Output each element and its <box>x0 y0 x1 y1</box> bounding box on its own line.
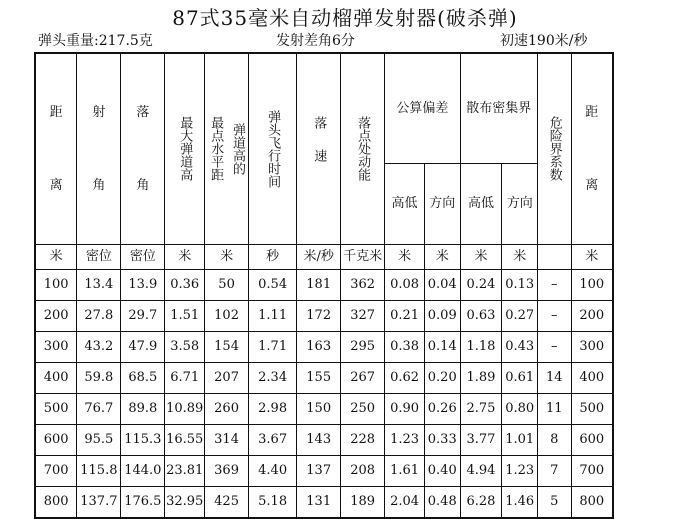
table-cell: 0.40 <box>424 455 460 486</box>
table-cell: 208 <box>341 455 385 486</box>
table-cell: 76.7 <box>77 393 121 424</box>
table-cell: 100 <box>571 269 613 300</box>
unit-row <box>35 244 613 269</box>
unit-cell: 米 <box>35 244 77 269</box>
table-cell: 144.0 <box>121 455 165 486</box>
table-cell: 2.75 <box>460 393 502 424</box>
table-cell: 1.71 <box>249 331 297 362</box>
table-cell: 200 <box>35 300 77 331</box>
table-cell: 13.4 <box>77 269 121 300</box>
table-cell: 176.5 <box>121 486 165 518</box>
table-cell: 1.11 <box>249 300 297 331</box>
table-cell: 0.33 <box>424 424 460 455</box>
table-cell: 1.23 <box>385 424 425 455</box>
table-cell: 3.58 <box>165 331 205 362</box>
unit-cell: 米 <box>571 244 613 269</box>
pe-dir-header: 方向 <box>424 163 460 244</box>
table-cell: 154 <box>205 331 249 362</box>
table-cell: 6.71 <box>165 362 205 393</box>
unit-cell: 米 <box>460 244 502 269</box>
table-row <box>35 393 613 424</box>
unit-cell: 千克米 <box>341 244 385 269</box>
table-cell: 0.90 <box>385 393 425 424</box>
col-danger-factor-header: 危险界系数 <box>538 53 572 244</box>
probable-error-group-header: 公算偏差 <box>385 53 460 163</box>
table-cell: 47.9 <box>121 331 165 362</box>
table-cell: 172 <box>297 300 341 331</box>
table-cell: 137.7 <box>77 486 121 518</box>
unit-cell: 密位 <box>121 244 165 269</box>
unit-cell: 密位 <box>77 244 121 269</box>
table-body <box>35 269 613 518</box>
dispersion-group-header: 散布密集界 <box>460 53 537 163</box>
table-cell: 0.09 <box>424 300 460 331</box>
table-cell: 59.8 <box>77 362 121 393</box>
table-cell: 207 <box>205 362 249 393</box>
firing-table <box>34 52 614 519</box>
table-cell: 100 <box>35 269 77 300</box>
table-cell: 0.61 <box>502 362 538 393</box>
unit-cell: 秒 <box>249 244 297 269</box>
table-cell: 189 <box>341 486 385 518</box>
table-cell: 50 <box>205 269 249 300</box>
table-cell: 1.46 <box>502 486 538 518</box>
table-cell: 250 <box>341 393 385 424</box>
table-cell: 2.34 <box>249 362 297 393</box>
table-cell: 295 <box>341 331 385 362</box>
disp-dir-header: 方向 <box>502 163 538 244</box>
table-cell: 0.08 <box>385 269 425 300</box>
table-cell: 0.20 <box>424 362 460 393</box>
projectile-weight: 弹头重量:217.5克 <box>38 33 153 49</box>
table-row <box>35 424 613 455</box>
table-cell: 115.8 <box>77 455 121 486</box>
table-cell: 369 <box>205 455 249 486</box>
table-cell: 700 <box>35 455 77 486</box>
table-cell: 0.36 <box>165 269 205 300</box>
table-cell: 700 <box>571 455 613 486</box>
table-cell: 0.43 <box>502 331 538 362</box>
table-cell: 267 <box>341 362 385 393</box>
table-cell: 500 <box>35 393 77 424</box>
table-cell: 1.23 <box>502 455 538 486</box>
col-distance-header: 距 离 <box>35 53 77 244</box>
table-cell: 0.21 <box>385 300 425 331</box>
table-cell: 0.62 <box>385 362 425 393</box>
table-cell: 2.04 <box>385 486 425 518</box>
col-impact-angle-header: 落 角 <box>121 53 165 244</box>
table-cell: 102 <box>205 300 249 331</box>
table-cell: – <box>538 269 572 300</box>
table-row <box>35 331 613 362</box>
table-cell: 1.61 <box>385 455 425 486</box>
table-cell: 68.5 <box>121 362 165 393</box>
col-impact-energy-header: 落点处动能 <box>341 53 385 244</box>
table-cell: 131 <box>297 486 341 518</box>
table-cell: 1.51 <box>165 300 205 331</box>
table-cell: 143 <box>297 424 341 455</box>
table-cell: 4.94 <box>460 455 502 486</box>
table-cell: 800 <box>35 486 77 518</box>
table-cell: 228 <box>341 424 385 455</box>
table-cell: 327 <box>341 300 385 331</box>
table-cell: 89.8 <box>121 393 165 424</box>
header-row <box>35 53 613 163</box>
table-row <box>35 455 613 486</box>
table-cell: 27.8 <box>77 300 121 331</box>
table-cell: 300 <box>571 331 613 362</box>
table-row <box>35 362 613 393</box>
table-cell: 32.95 <box>165 486 205 518</box>
table-cell: 0.26 <box>424 393 460 424</box>
table-cell: 500 <box>571 393 613 424</box>
col-elevation-header: 射 角 <box>77 53 121 244</box>
table-cell: 155 <box>297 362 341 393</box>
table-cell: 11 <box>538 393 572 424</box>
table-cell: 0.27 <box>502 300 538 331</box>
table-cell: 200 <box>571 300 613 331</box>
unit-cell: 米/秒 <box>297 244 341 269</box>
col-max-ordinate-header: 最大弹道高 <box>165 53 205 244</box>
table-cell: 163 <box>297 331 341 362</box>
table-cell: 0.24 <box>460 269 502 300</box>
table-cell: 115.3 <box>121 424 165 455</box>
unit-cell: 米 <box>385 244 425 269</box>
table-cell: 150 <box>297 393 341 424</box>
unit-cell: 米 <box>502 244 538 269</box>
table-cell: 5 <box>538 486 572 518</box>
table-cell: 0.38 <box>385 331 425 362</box>
table-cell: 0.13 <box>502 269 538 300</box>
table-cell: 1.01 <box>502 424 538 455</box>
table-cell: 181 <box>297 269 341 300</box>
table-cell: 95.5 <box>77 424 121 455</box>
table-cell: 137 <box>297 455 341 486</box>
table-cell: 3.77 <box>460 424 502 455</box>
pe-high-header: 高低 <box>385 163 425 244</box>
table-cell: 43.2 <box>77 331 121 362</box>
table-cell: 8 <box>538 424 572 455</box>
col-impact-velocity-header: 落速 <box>297 53 341 244</box>
table-cell: – <box>538 331 572 362</box>
table-cell: 260 <box>205 393 249 424</box>
unit-cell: 米 <box>205 244 249 269</box>
table-row <box>35 486 613 518</box>
table-cell: 400 <box>571 362 613 393</box>
table-cell: 0.63 <box>460 300 502 331</box>
unit-cell <box>538 244 572 269</box>
table-cell: 13.9 <box>121 269 165 300</box>
table-row <box>35 300 613 331</box>
table-cell: 0.48 <box>424 486 460 518</box>
table-cell: 362 <box>341 269 385 300</box>
table-cell: 29.7 <box>121 300 165 331</box>
table-cell: 600 <box>35 424 77 455</box>
table-cell: 7 <box>538 455 572 486</box>
page-title: 87式35毫米自动榴弹发射器(破杀弹) <box>172 6 518 30</box>
table-cell: 5.18 <box>249 486 297 518</box>
disp-high-header: 高低 <box>460 163 502 244</box>
table-cell: 1.89 <box>460 362 502 393</box>
table-cell: 1.18 <box>460 331 502 362</box>
jump-angle: 发射差角6分 <box>276 33 355 49</box>
table-cell: 600 <box>571 424 613 455</box>
unit-cell: 米 <box>424 244 460 269</box>
table-cell: 0.80 <box>502 393 538 424</box>
table-cell: 4.40 <box>249 455 297 486</box>
table-cell: 0.14 <box>424 331 460 362</box>
table-cell: 14 <box>538 362 572 393</box>
table-cell: 300 <box>35 331 77 362</box>
table-cell: 23.81 <box>165 455 205 486</box>
table-cell: – <box>538 300 572 331</box>
table-cell: 2.98 <box>249 393 297 424</box>
table-cell: 425 <box>205 486 249 518</box>
unit-cell: 米 <box>165 244 205 269</box>
col-distance-right-header: 距 离 <box>571 53 613 244</box>
table-cell: 16.55 <box>165 424 205 455</box>
table-cell: 0.54 <box>249 269 297 300</box>
table-cell: 314 <box>205 424 249 455</box>
col-flight-time-header: 弹头飞行时间 <box>249 53 297 244</box>
table-cell: 6.28 <box>460 486 502 518</box>
table-cell: 0.04 <box>424 269 460 300</box>
table-cell: 10.89 <box>165 393 205 424</box>
table-cell: 800 <box>571 486 613 518</box>
table-cell: 3.67 <box>249 424 297 455</box>
table-row <box>35 269 613 300</box>
muzzle-velocity: 初速190米/秒 <box>500 33 588 49</box>
table-cell: 400 <box>35 362 77 393</box>
col-apex-distance-header: 弹道高的 最点水平距 <box>205 53 249 244</box>
